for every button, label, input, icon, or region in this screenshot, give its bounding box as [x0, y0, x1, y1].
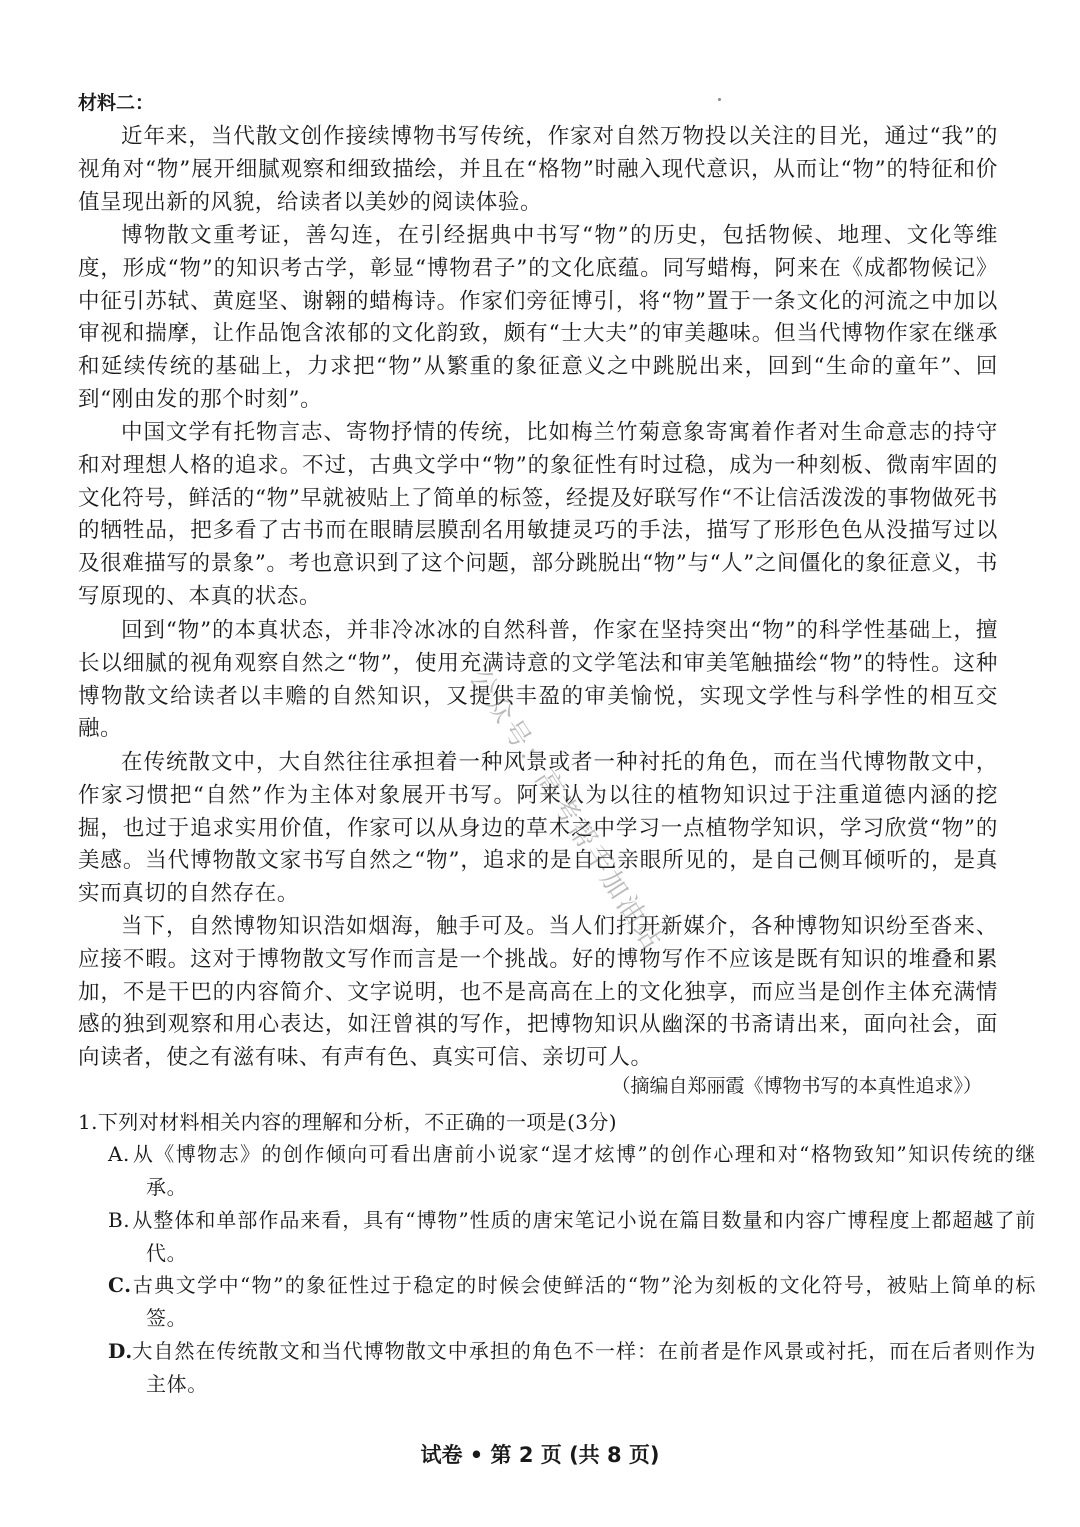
paragraph-5: 在传统散文中，大自然往往承担着一种风景或者一种衬托的角色，而在当代博物散文中，作家习惯把“自然”作为主体对象展开书写。阿来认为以往的植物知识过于注重道德内涵的挖掘，也过于追求实用价值，作家可以从身边的草木之中学习一点植物学知识，学习欣赏“物”的美感。当代博物散文家书写自然之“物”，追求的是自己亲眼所见的，是自己侧耳倾听的，是真实而真切的自然存在。 — [78, 750, 998, 907]
material-heading: 材料二： — [78, 92, 155, 114]
option-text: 大自然在传统散文和当代博物散文中承担的角色不一样：在前者是作风景或衬托，而在后者则作为主体。 — [132, 1339, 1036, 1396]
page-footer: 试卷 • 第 2 页 (共 8 页) — [420, 1443, 660, 1467]
paragraph-3: 中国文学有托物言志、寄物抒情的传统，比如梅兰竹菊意象寄寓着作者对生命意志的持守和对理想人格的追求。不过，古典文学中“物”的象征性有时过稳，成为一种刻板、微南牢固的文化符号，鲜活的“物”早就被贴上了简单的标签，经提及好联写作“不让信活泼泼的事物做死书的牺牲品，把多看了古书而在眼睛层膜刮名用敏捷灵巧的手法，描写了形形色色从没描写过以及很难描写的景象”。考也意识到了这个问题，部分跳脱出“物”与“人”之间僵化的象征意义，书写原现的、本真的状态。 — [78, 420, 998, 609]
option-letter: C. — [108, 1273, 132, 1297]
option-d — [108, 1335, 1036, 1401]
option-c — [108, 1269, 1036, 1335]
question-stem: 1.下列对材料相关内容的理解和分析，不正确的一项是(3分) — [78, 1110, 618, 1134]
paragraph-2: 博物散文重考证，善勾连，在引经据典中书写“物”的历史，包括物候、地理、文化等维度，形成“物”的知识考古学，彰显“博物君子”的文化底蕴。同写蜡梅，阿来在《成都物候记》中征引苏轼、黄庭坚、谢翱的蜡梅诗。作家们旁征博引，将“物”置于一条文化的河流之中加以审视和揣摩，让作品饱含浓郁的文化韵致，颇有“士大夫”的审美趣味。但当代博物作家在继承和延续传统的基础上，力求把“物”从繁重的象征意义之中跳脱出来，回到“生命的童年”、回到“刚由发的那个时刻”。 — [78, 223, 998, 412]
option-letter: A. — [108, 1142, 131, 1166]
option-letter: B. — [108, 1208, 131, 1232]
paragraph-6: 当下，自然博物知识浩如烟海，触手可及。当人们打开新媒介，各种博物知识纷至沓来、应接不暇。这对于博物散文写作而言是一个挑战。好的博物写作不应该是既有知识的堆叠和累加，不是干巴的内容简介、文字说明，也不是高高在上的文化独享，而应当是创作主体充满情感的独到观察和用心表达，如汪曾祺的写作，把博物知识从幽深的书斋请出来，面向社会，面向读者，使之有滋有味、有声有色、真实可信、亲切可人。 — [78, 914, 998, 1071]
option-text: 从《博物志》的创作倾向可看出唐前小说家“逞才炫博”的创作心理和对“格物致知”知识传统的继承。 — [132, 1142, 1036, 1199]
paragraph-1: 近年来，当代散文创作接续博物书写传统，作家对自然万物投以关注的目光，通过“我”的视角对“物”展开细腻观察和细致描绘，并且在“格物”时融入现代意识，从而让“物”的特征和价值呈现出新的风貌，给读者以美妙的阅读体验。 — [78, 124, 998, 215]
option-a — [108, 1138, 1036, 1204]
watermark: 公众号：高考帮手加油站 — [463, 663, 669, 958]
option-text: 从整体和单部作品来看，具有“博物”性质的唐宋笔记小说在篇目数量和内容广博程度上都超越了前代。 — [132, 1208, 1036, 1265]
option-b — [108, 1204, 1036, 1270]
paragraph-4: 回到“物”的本真状态，并非冷冰冰的自然科普，作家在坚持突出“物”的科学性基础上，擅长以细腻的视角观察自然之“物”，使用充满诗意的文学笔法和审美笔触描绘“物”的特性。这种博物散文给读者以丰赡的自然知识，又提供丰盈的审美愉悦，实现文学性与科学性的相互交融。 — [78, 618, 998, 742]
scan-speck — [718, 98, 721, 101]
source-citation: （摘编自郑丽霞《博物书写的本真性追求》） — [611, 1075, 982, 1097]
option-text: 古典文学中“物”的象征性过于稳定的时候会使鲜活的“物”沦为刻板的文化符号，被贴上简单的标签。 — [132, 1273, 1036, 1330]
option-letter: D. — [108, 1339, 133, 1363]
